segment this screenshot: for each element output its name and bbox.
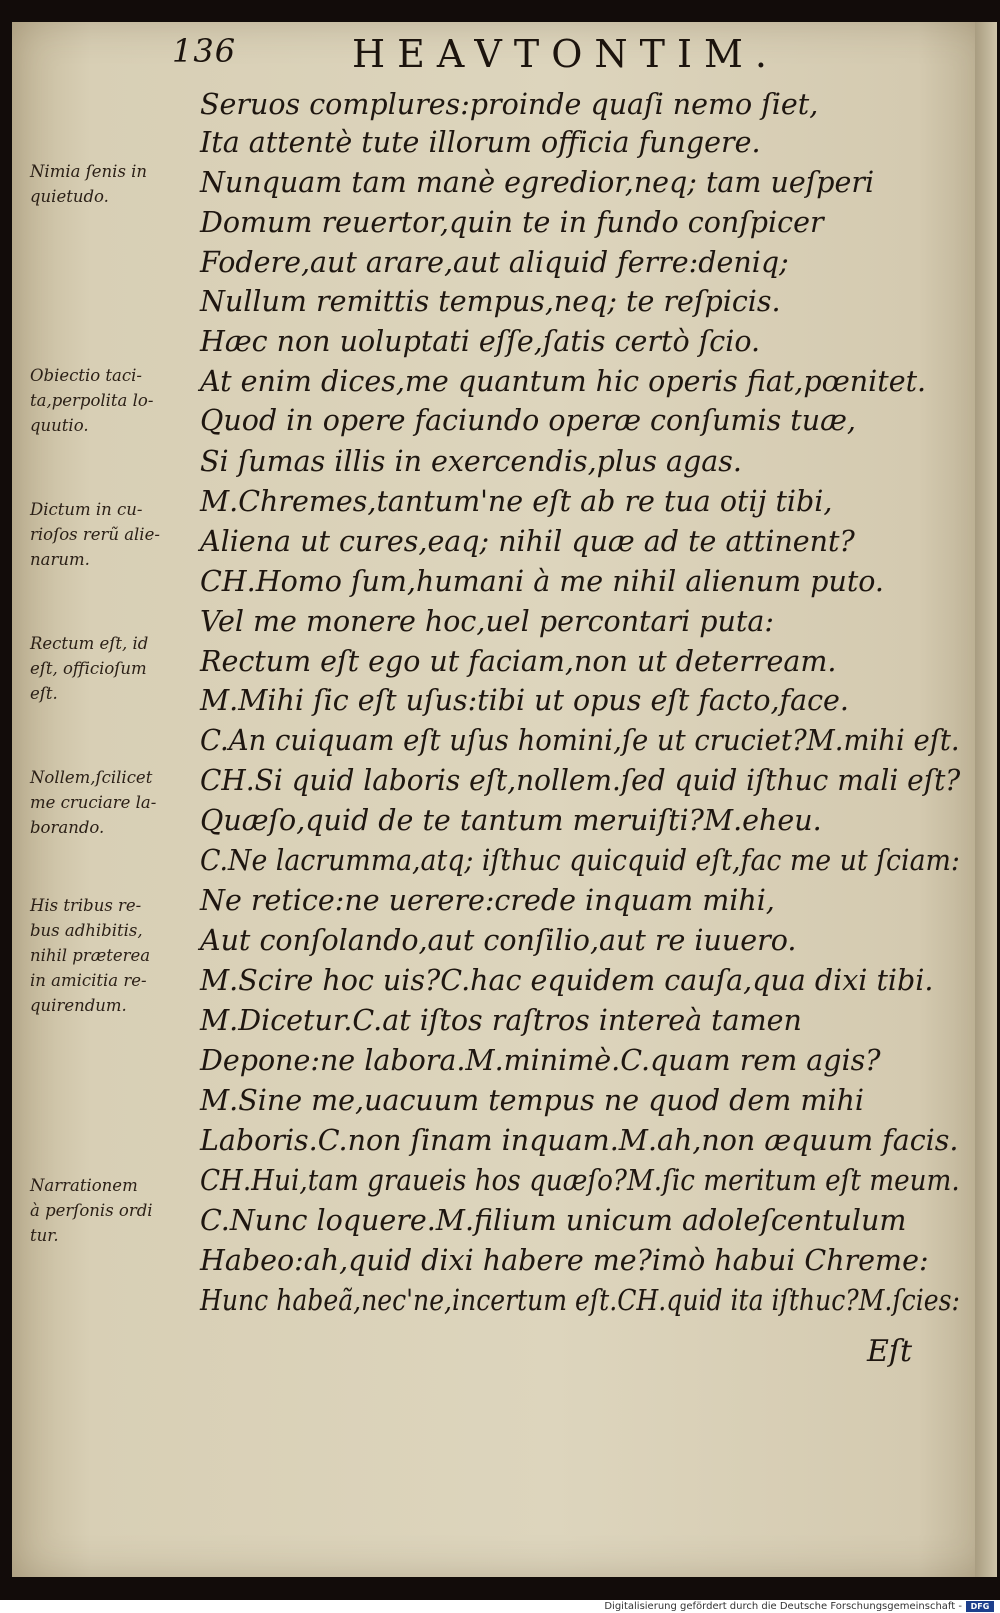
margin-note-line: ta,perpolita lo-	[30, 391, 154, 411]
margin-note-line: eſt.	[30, 684, 58, 704]
margin-note-line: eſt, officioſum	[30, 659, 147, 679]
text-line: At enim dices,me quantum hic operis fiat,pœnitet.	[200, 365, 927, 398]
margin-note-line: nihil præterea	[30, 946, 151, 966]
text-line: Nullum remittis tempus,neq; te reſpicis.	[200, 285, 781, 318]
margin-note-line: in amicitia re-	[30, 971, 147, 991]
text-line: Quod in opere faciundo operæ conſumis tuæ,	[200, 404, 856, 437]
text-line: C.Ne lacrumma,atq; iſthuc quicquid eſt,fac me ut ſciam:	[200, 844, 960, 877]
margin-note-line: quirendum.	[30, 996, 127, 1016]
margin-note-line: borando.	[30, 818, 105, 838]
text-line: C.Nunc loquere.M.filium unicum adoleſcentulum	[200, 1204, 907, 1237]
text-line: Ne retice:ne uerere:crede inquam mihi,	[200, 884, 775, 917]
dfg-logo: DFG	[966, 1601, 994, 1612]
margin-note-line: Obiectio taci-	[30, 366, 142, 386]
text-line: M.Mihi ſic eſt uſus:tibi ut opus eſt facto,face.	[200, 684, 849, 717]
margin-note-line: quietudo.	[30, 187, 109, 207]
margin-note-line: bus adhibitis,	[30, 921, 143, 941]
margin-note-line: à perſonis ordi	[30, 1201, 153, 1221]
margin-note-line: Nollem,ſcilicet	[30, 768, 153, 788]
margin-note	[30, 894, 195, 1019]
margin-note-line: Rectum eſt, id	[30, 634, 149, 654]
text-line: Vel me monere hoc,uel percontari puta:	[200, 605, 774, 638]
page-number: 136	[172, 32, 237, 70]
text-line: Si ſumas illis in exercendis,plus agas.	[200, 445, 742, 478]
text-line: Seruos complures:proinde quaſi nemo ſiet,	[200, 88, 819, 121]
margin-note-line: Dictum in cu-	[30, 500, 143, 520]
text-line: M.Scire hoc uis?C.hac equidem cauſa,qua dixi tibi.	[200, 964, 934, 997]
margin-note	[30, 766, 195, 841]
text-line: Depone:ne labora.M.minimè.C.quam rem agis?	[200, 1044, 881, 1077]
text-line: Hunc habeã,nec'ne,incertum eſt.CH.quid ita iſthuc?M.ſcies:	[200, 1284, 960, 1317]
running-title: HEAVTONTIM.	[352, 32, 779, 76]
text-line: C.An cuiquam eſt uſus homini,ſe ut cruciet?M.mihi eſt.	[200, 724, 960, 757]
margin-note-line: narum.	[30, 550, 90, 570]
margin-note	[30, 1174, 195, 1249]
margin-note	[30, 364, 195, 439]
text-line: Ita attentè tute illorum officia fungere.	[200, 126, 761, 159]
margin-note-line: Nimia ſenis in	[30, 162, 148, 182]
text-line: CH.Hui,tam graueis hos quæſo?M.ſic meritum eſt meum.	[200, 1164, 960, 1197]
text-line: Hæc non uoluptati eſſe,ſatis certò ſcio.	[200, 325, 761, 358]
text-line: Quæſo,quid de te tantum meruiſti?M.eheu.	[200, 804, 822, 837]
margin-note-line: me cruciare la-	[30, 793, 157, 813]
text-line: CH.Si quid laboris eſt,nollem.ſed quid iſthuc mali eſt?	[200, 764, 961, 797]
text-line: Domum reuertor,quin te in fundo conſpicer	[200, 206, 824, 239]
running-head	[12, 32, 952, 88]
book-page	[12, 22, 997, 1577]
text-line: Laboris.C.non ſinam inquam.M.ah,non æquum facis.	[200, 1124, 959, 1157]
margin-note	[30, 498, 195, 573]
margin-note	[30, 160, 195, 210]
margin-note-line: Narrationem	[30, 1176, 138, 1196]
margin-note-line: His tribus re-	[30, 896, 142, 916]
text-line: M.Chremes,tantum'ne eſt ab re tua otij tibi,	[200, 485, 833, 518]
text-line: CH.Homo ſum,humani à me nihil alienum puto.	[200, 565, 884, 598]
footer-bar	[0, 1600, 1000, 1613]
text-line: M.Dicetur.C.at iſtos raſtros intereà tamen	[200, 1004, 802, 1037]
margin-note-line: rioſos rerũ alie-	[30, 525, 160, 545]
text-line: Fodere,aut arare,aut aliquid ferre:deniq;	[200, 246, 789, 279]
text-line: M.Sine me,uacuum tempus ne quod dem mihi	[200, 1084, 864, 1117]
margin-note-line: quutio.	[30, 416, 89, 436]
text-line: Rectum eſt ego ut faciam,non ut deterream.	[200, 645, 837, 678]
text-line: Aut conſolando,aut conſilio,aut re iuuero.	[200, 924, 797, 957]
catchword: Eſt	[867, 1334, 913, 1369]
adjacent-page-edge	[975, 22, 997, 1577]
text-line: Aliena ut cures,eaq; nihil quæ ad te attinent?	[200, 525, 855, 558]
funding-credit: Digitalisierung gefördert durch die Deutsche Forschungsgemeinschaft -	[604, 1601, 962, 1612]
text-line: Nunquam tam manè egredior,neq; tam ueſperi	[200, 166, 875, 199]
margin-note	[30, 632, 195, 707]
margin-note-line: tur.	[30, 1226, 59, 1246]
text-line: Habeo:ah,quid dixi habere me?imò habui Chreme:	[200, 1244, 929, 1277]
